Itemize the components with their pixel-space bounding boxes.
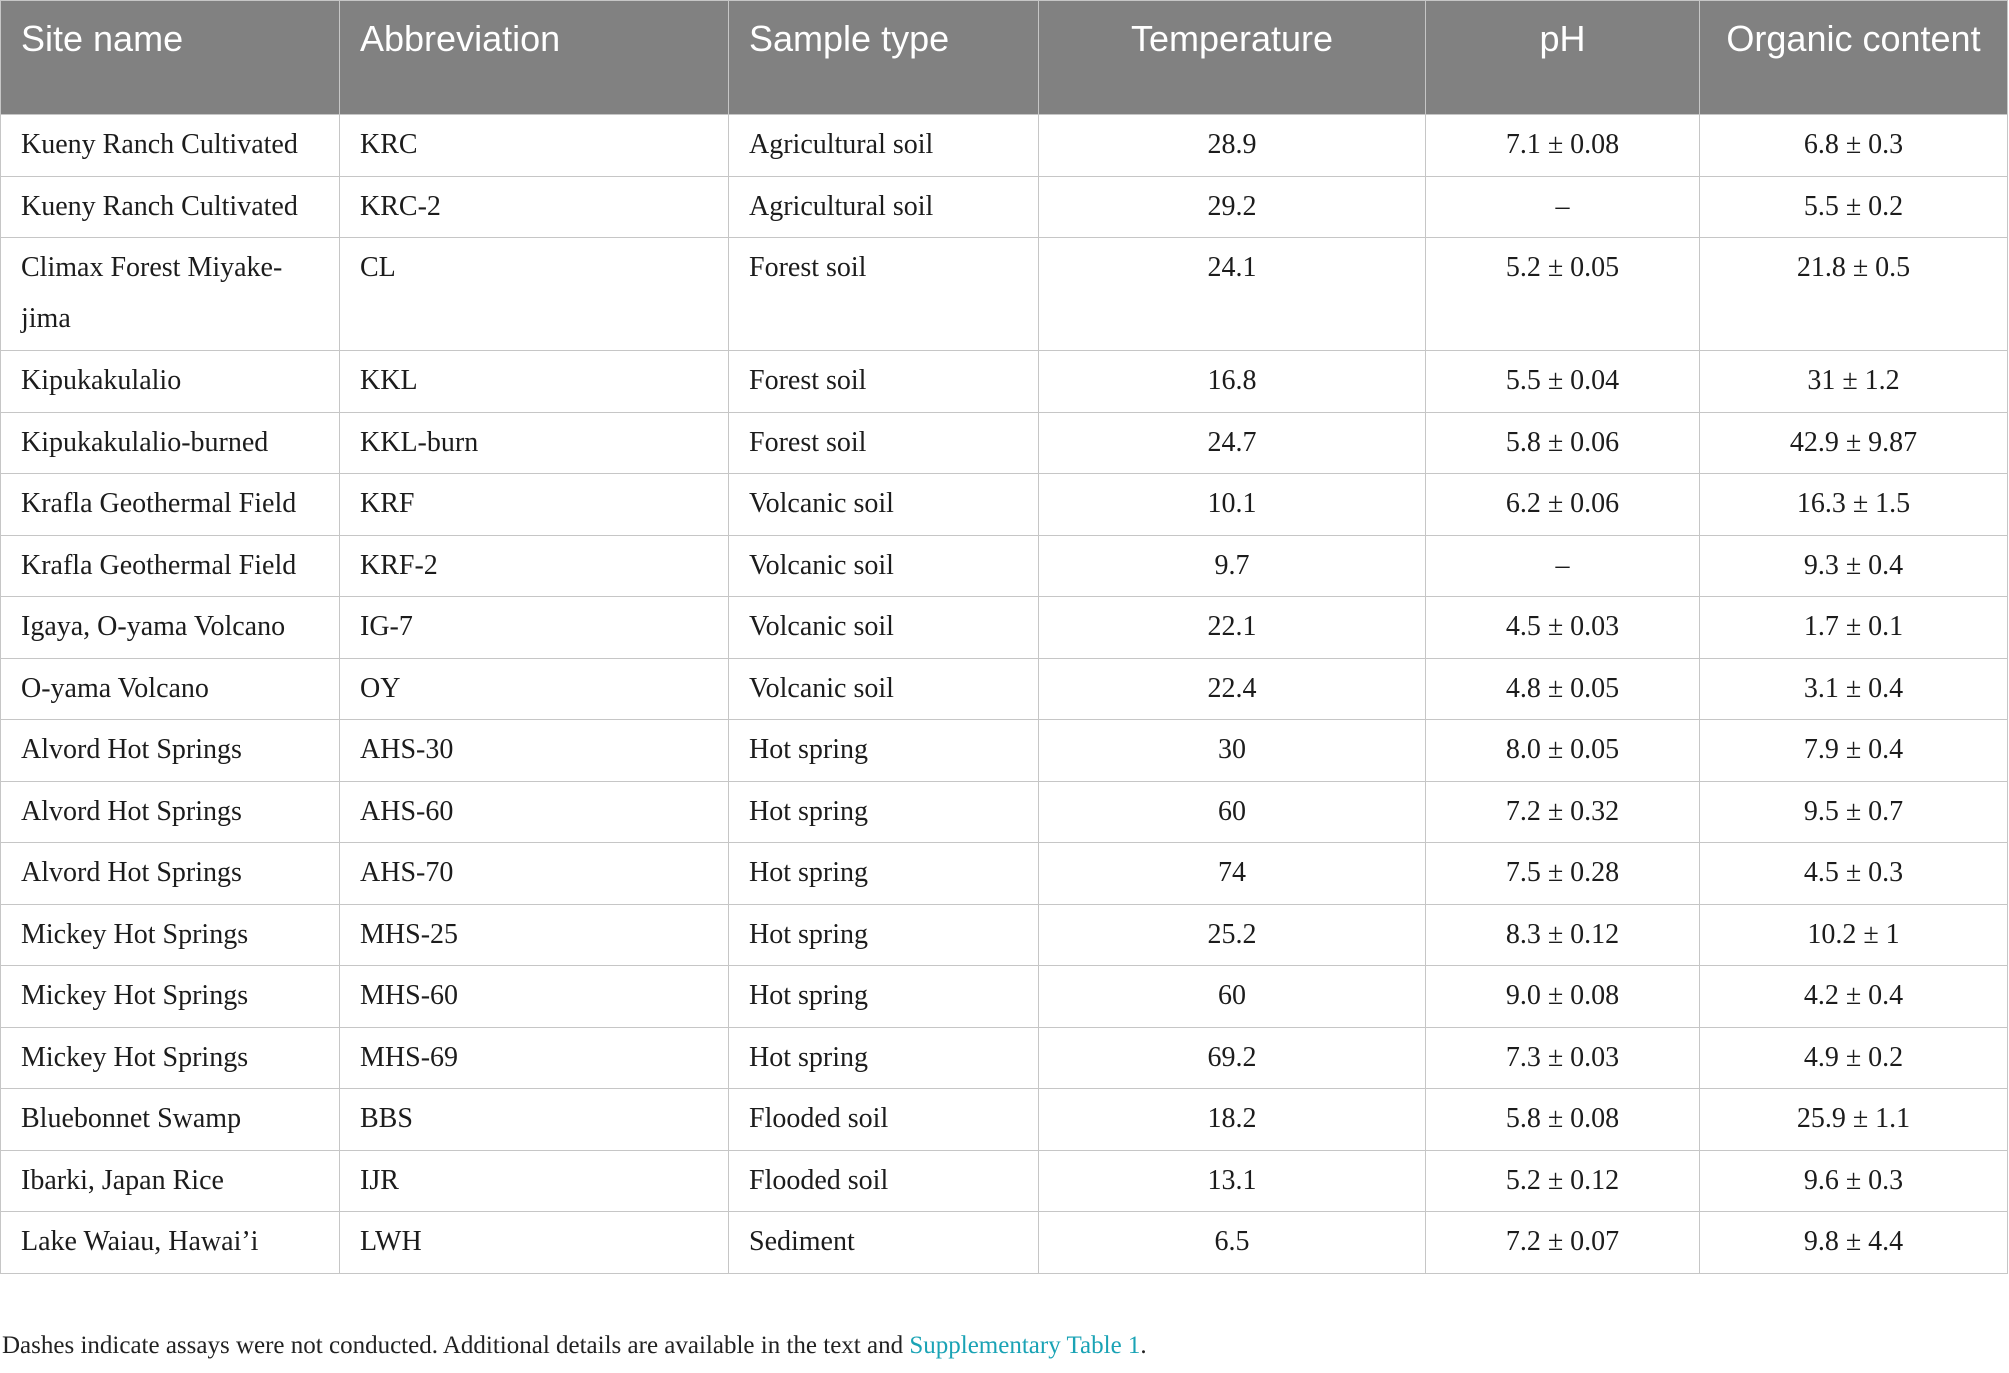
cell-ph: – xyxy=(1426,176,1700,238)
cell-sample-type: Hot spring xyxy=(729,904,1039,966)
header-ph: pH xyxy=(1426,1,1700,115)
table-row xyxy=(1,351,2008,413)
cell-abbreviation: KRC xyxy=(340,115,729,177)
cell-sample-type: Agricultural soil xyxy=(729,176,1039,238)
cell-ph: 7.1 ± 0.08 xyxy=(1426,115,1700,177)
cell-temperature: 74 xyxy=(1039,843,1426,905)
cell-ph: 7.2 ± 0.32 xyxy=(1426,781,1700,843)
table-row xyxy=(1,904,2008,966)
cell-abbreviation: MHS-60 xyxy=(340,966,729,1028)
cell-organic-content: 4.9 ± 0.2 xyxy=(1700,1027,2008,1089)
cell-ph: 4.8 ± 0.05 xyxy=(1426,658,1700,720)
cell-abbreviation: IG-7 xyxy=(340,597,729,659)
cell-ph: 9.0 ± 0.08 xyxy=(1426,966,1700,1028)
table-row xyxy=(1,843,2008,905)
cell-sample-type: Hot spring xyxy=(729,1027,1039,1089)
cell-ph: 8.3 ± 0.12 xyxy=(1426,904,1700,966)
cell-temperature: 22.1 xyxy=(1039,597,1426,659)
cell-abbreviation: KRF-2 xyxy=(340,535,729,597)
cell-organic-content: 16.3 ± 1.5 xyxy=(1700,474,2008,536)
table-row xyxy=(1,238,2008,351)
cell-abbreviation: KRF xyxy=(340,474,729,536)
cell-temperature: 24.1 xyxy=(1039,238,1426,351)
cell-abbreviation: OY xyxy=(340,658,729,720)
cell-site-name: Mickey Hot Springs xyxy=(1,1027,340,1089)
cell-sample-type: Sediment xyxy=(729,1212,1039,1274)
cell-site-name: Alvord Hot Springs xyxy=(1,781,340,843)
cell-sample-type: Hot spring xyxy=(729,966,1039,1028)
cell-sample-type: Agricultural soil xyxy=(729,115,1039,177)
table-row xyxy=(1,966,2008,1028)
cell-organic-content: 3.1 ± 0.4 xyxy=(1700,658,2008,720)
cell-temperature: 16.8 xyxy=(1039,351,1426,413)
cell-site-name: Mickey Hot Springs xyxy=(1,966,340,1028)
cell-site-name: Mickey Hot Springs xyxy=(1,904,340,966)
cell-temperature: 10.1 xyxy=(1039,474,1426,536)
cell-organic-content: 25.9 ± 1.1 xyxy=(1700,1089,2008,1151)
cell-site-name: Krafla Geothermal Field xyxy=(1,535,340,597)
supplementary-table-link[interactable]: Supplementary Table 1 xyxy=(909,1332,1141,1359)
cell-site-name: Kueny Ranch Cultivated xyxy=(1,176,340,238)
cell-sample-type: Hot spring xyxy=(729,781,1039,843)
table-row xyxy=(1,781,2008,843)
cell-sample-type: Flooded soil xyxy=(729,1089,1039,1151)
cell-sample-type: Volcanic soil xyxy=(729,658,1039,720)
cell-organic-content: 6.8 ± 0.3 xyxy=(1700,115,2008,177)
cell-organic-content: 9.8 ± 4.4 xyxy=(1700,1212,2008,1274)
cell-abbreviation: MHS-69 xyxy=(340,1027,729,1089)
footnote-text: Dashes indicate assays were not conducted. Additional details are available in the text and xyxy=(2,1332,910,1359)
cell-ph: 5.2 ± 0.05 xyxy=(1426,238,1700,351)
cell-ph: 6.2 ± 0.06 xyxy=(1426,474,1700,536)
cell-site-name: O-yama Volcano xyxy=(1,658,340,720)
cell-abbreviation: CL xyxy=(340,238,729,351)
cell-ph: – xyxy=(1426,535,1700,597)
table-footnote xyxy=(2,1332,1147,1360)
cell-organic-content: 31 ± 1.2 xyxy=(1700,351,2008,413)
cell-abbreviation: MHS-25 xyxy=(340,904,729,966)
cell-site-name: Kueny Ranch Cultivated xyxy=(1,115,340,177)
cell-organic-content: 4.2 ± 0.4 xyxy=(1700,966,2008,1028)
cell-ph: 5.8 ± 0.06 xyxy=(1426,412,1700,474)
cell-abbreviation: BBS xyxy=(340,1089,729,1151)
cell-sample-type: Hot spring xyxy=(729,843,1039,905)
cell-organic-content: 4.5 ± 0.3 xyxy=(1700,843,2008,905)
cell-temperature: 18.2 xyxy=(1039,1089,1426,1151)
cell-sample-type: Volcanic soil xyxy=(729,597,1039,659)
table-row xyxy=(1,115,2008,177)
cell-organic-content: 21.8 ± 0.5 xyxy=(1700,238,2008,351)
cell-ph: 4.5 ± 0.03 xyxy=(1426,597,1700,659)
footnote-end: . xyxy=(1140,1332,1147,1359)
cell-organic-content: 42.9 ± 9.87 xyxy=(1700,412,2008,474)
table-row xyxy=(1,176,2008,238)
cell-site-name: Alvord Hot Springs xyxy=(1,720,340,782)
cell-site-name: Bluebonnet Swamp xyxy=(1,1089,340,1151)
cell-organic-content: 5.5 ± 0.2 xyxy=(1700,176,2008,238)
cell-sample-type: Volcanic soil xyxy=(729,474,1039,536)
cell-ph: 5.8 ± 0.08 xyxy=(1426,1089,1700,1151)
cell-sample-type: Flooded soil xyxy=(729,1150,1039,1212)
cell-temperature: 29.2 xyxy=(1039,176,1426,238)
cell-ph: 7.5 ± 0.28 xyxy=(1426,843,1700,905)
header-abbreviation: Abbreviation xyxy=(340,1,729,115)
cell-temperature: 30 xyxy=(1039,720,1426,782)
cell-organic-content: 7.9 ± 0.4 xyxy=(1700,720,2008,782)
cell-site-name: Kipukakulalio xyxy=(1,351,340,413)
cell-ph: 5.5 ± 0.04 xyxy=(1426,351,1700,413)
cell-abbreviation: KKL-burn xyxy=(340,412,729,474)
cell-abbreviation: AHS-70 xyxy=(340,843,729,905)
header-temperature: Temperature xyxy=(1039,1,1426,115)
cell-temperature: 28.9 xyxy=(1039,115,1426,177)
cell-sample-type: Forest soil xyxy=(729,412,1039,474)
table-row xyxy=(1,474,2008,536)
cell-organic-content: 1.7 ± 0.1 xyxy=(1700,597,2008,659)
header-sample-type: Sample type xyxy=(729,1,1039,115)
cell-sample-type: Forest soil xyxy=(729,351,1039,413)
cell-temperature: 6.5 xyxy=(1039,1212,1426,1274)
cell-site-name: Climax Forest Miyake-jima xyxy=(1,238,340,351)
cell-ph: 8.0 ± 0.05 xyxy=(1426,720,1700,782)
header-site-name: Site name xyxy=(1,1,340,115)
cell-ph: 5.2 ± 0.12 xyxy=(1426,1150,1700,1212)
table-header-row xyxy=(1,1,2008,115)
cell-abbreviation: IJR xyxy=(340,1150,729,1212)
table-row xyxy=(1,1089,2008,1151)
cell-sample-type: Forest soil xyxy=(729,238,1039,351)
table-row xyxy=(1,412,2008,474)
cell-temperature: 22.4 xyxy=(1039,658,1426,720)
table-row xyxy=(1,1212,2008,1274)
cell-abbreviation: LWH xyxy=(340,1212,729,1274)
cell-ph: 7.2 ± 0.07 xyxy=(1426,1212,1700,1274)
cell-organic-content: 9.3 ± 0.4 xyxy=(1700,535,2008,597)
cell-site-name: Kipukakulalio-burned xyxy=(1,412,340,474)
cell-temperature: 60 xyxy=(1039,781,1426,843)
cell-site-name: Ibarki, Japan Rice xyxy=(1,1150,340,1212)
cell-organic-content: 10.2 ± 1 xyxy=(1700,904,2008,966)
cell-site-name: Krafla Geothermal Field xyxy=(1,474,340,536)
cell-sample-type: Volcanic soil xyxy=(729,535,1039,597)
cell-temperature: 25.2 xyxy=(1039,904,1426,966)
cell-site-name: Alvord Hot Springs xyxy=(1,843,340,905)
cell-site-name: Lake Waiau, Hawai’i xyxy=(1,1212,340,1274)
header-organic-content: Organic content xyxy=(1700,1,2008,115)
cell-site-name: Igaya, O-yama Volcano xyxy=(1,597,340,659)
cell-temperature: 13.1 xyxy=(1039,1150,1426,1212)
cell-temperature: 60 xyxy=(1039,966,1426,1028)
cell-sample-type: Hot spring xyxy=(729,720,1039,782)
cell-abbreviation: KRC-2 xyxy=(340,176,729,238)
table-row xyxy=(1,1027,2008,1089)
cell-temperature: 24.7 xyxy=(1039,412,1426,474)
table-row xyxy=(1,597,2008,659)
table-row xyxy=(1,535,2008,597)
table-row xyxy=(1,658,2008,720)
table-row xyxy=(1,720,2008,782)
cell-temperature: 9.7 xyxy=(1039,535,1426,597)
cell-ph: 7.3 ± 0.03 xyxy=(1426,1027,1700,1089)
cell-organic-content: 9.6 ± 0.3 xyxy=(1700,1150,2008,1212)
cell-temperature: 69.2 xyxy=(1039,1027,1426,1089)
table-row xyxy=(1,1150,2008,1212)
cell-abbreviation: KKL xyxy=(340,351,729,413)
cell-abbreviation: AHS-30 xyxy=(340,720,729,782)
cell-organic-content: 9.5 ± 0.7 xyxy=(1700,781,2008,843)
cell-abbreviation: AHS-60 xyxy=(340,781,729,843)
